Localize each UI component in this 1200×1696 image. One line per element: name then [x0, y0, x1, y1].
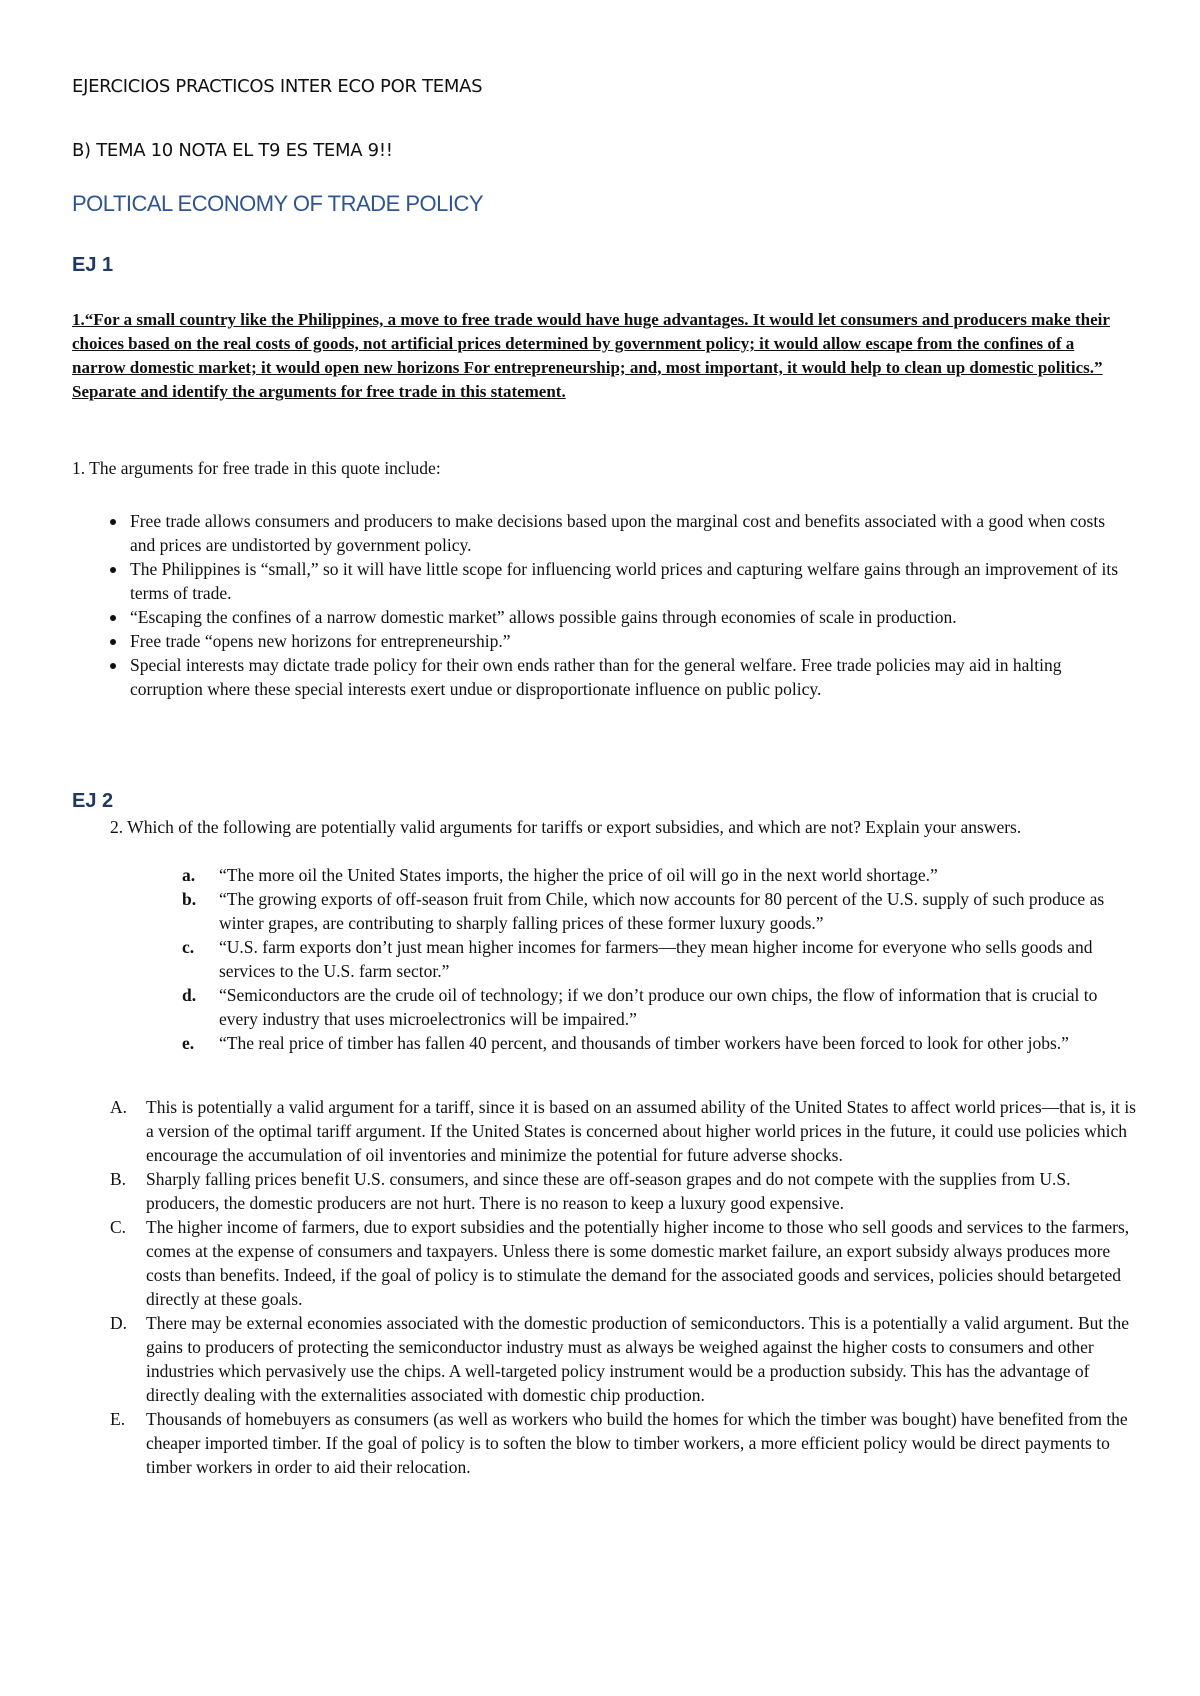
list-item	[110, 1407, 1138, 1479]
ej1-heading: EJ 1	[72, 254, 114, 276]
doc-heading-line2: B) TEMA 10 NOTA EL T9 ES TEMA 9!!	[72, 140, 393, 161]
item-letter: e.	[182, 1033, 195, 1053]
answer-text: There may be external economies associated with the domestic production of semiconductors. This is a potentially a valid argument. But the gains to producers of protecting the semiconductor industry must as always be weighed against the higher costs to consumers and other industries which pervasively use the chips. A well-targeted policy instrument would be a production subsidy. This has the advantage of directly dealing with the externalities associated with domestic chip production.	[146, 1313, 1129, 1405]
item-text: “U.S. farm exports don’t just mean higher incomes for farmers—they mean higher income for everyone who sells goods and services to the U.S. farm sector.”	[219, 937, 1093, 981]
list-item	[182, 935, 1140, 983]
list-item: “Escaping the confines of a narrow domestic market” allows possible gains through economies of scale in production.	[110, 605, 1130, 629]
item-letter: c.	[182, 937, 195, 957]
answer-text: This is potentially a valid argument for a tariff, since it is based on an assumed ability of the United States to affect world prices—that is, it is a version of the optimal tariff argument. If the United States is concerned about higher world prices in the future, it could use policies which encourage the accumulation of oil inventories and minimize the potential for future adverse shocks.	[146, 1097, 1136, 1165]
list-item	[182, 887, 1140, 935]
list-item	[110, 1215, 1138, 1311]
ej2-heading: EJ 2	[72, 790, 114, 812]
answer-letter: A.	[110, 1097, 128, 1117]
list-item: Special interests may dictate trade policy for their own ends rather than for the general welfare. Free trade policies may aid in halting corruption where these special interests exert undue or disproportionate influence on public policy.	[110, 653, 1130, 701]
bullet-icon	[110, 519, 116, 525]
list-item	[182, 863, 1140, 887]
bullet-icon	[110, 639, 116, 645]
list-item: The Philippines is “small,” so it will have little scope for influencing world prices and capturing welfare gains through an improvement of its terms of trade.	[110, 557, 1130, 605]
item-text: “The more oil the United States imports, the higher the price of oil will go in the next world shortage.”	[219, 865, 938, 885]
answer-text: Sharply falling prices benefit U.S. consumers, and since these are off-season grapes and do not compete with the supplies from U.S. producers, the domestic producers are not hurt. There is no reason to keep a luxury good expensive.	[146, 1169, 1071, 1213]
item-letter: d.	[182, 985, 197, 1005]
answer-letter: B.	[110, 1169, 127, 1189]
bullet-icon	[110, 663, 116, 669]
ej1-question: 1.“For a small country like the Philippines, a move to free trade would have huge advantages. It would let consumers and producers make their choices based on the real costs of goods, not artificial prices determined by government policy; it would allow escape from the confines of a narrow domestic market; it would open new horizons For entrepreneurship; and, most important, it would help to clean up domestic politics.” Separate and identify the arguments for free trade in this statement.	[72, 310, 1110, 401]
ej1-bullet-list	[110, 509, 1130, 701]
answer-letter: C.	[110, 1217, 127, 1237]
doc-heading-line1: EJERCICIOS PRACTICOS INTER ECO POR TEMAS	[72, 76, 483, 97]
item-text: “The growing exports of off-season fruit from Chile, which now accounts for 80 percent of the U.S. supply of such produce as winter grapes, are contributing to sharply falling prices of these former luxury goods.”	[219, 889, 1105, 933]
list-item	[110, 1311, 1138, 1407]
ej2-statement-list	[182, 863, 1140, 1055]
answer-letter: D.	[110, 1313, 128, 1333]
list-item	[110, 1167, 1138, 1215]
item-letter: b.	[182, 889, 197, 909]
bullet-icon	[110, 615, 116, 621]
item-text: “Semiconductors are the crude oil of technology; if we don’t produce our own chips, the flow of information that is crucial to every industry that uses microelectronics will be impaired.”	[219, 985, 1098, 1029]
list-item	[182, 1031, 1140, 1055]
ej1-intro: 1. The arguments for free trade in this quote include:	[72, 458, 441, 478]
ej2-question: 2. Which of the following are potentially valid arguments for tariffs or export subsidies, and which are not? Explain your answers.	[110, 817, 1022, 837]
answer-letter: E.	[110, 1409, 126, 1429]
list-item: Free trade “opens new horizons for entrepreneurship.”	[110, 629, 1130, 653]
list-item	[182, 983, 1140, 1031]
section-title: POLTICAL ECONOMY OF TRADE POLICY	[72, 191, 484, 216]
bullet-icon	[110, 567, 116, 573]
answer-text: The higher income of farmers, due to export subsidies and the potentially higher income to those who sell goods and services to the farmers, comes at the expense of consumers and taxpayers. Unless there is some domestic market failure, an export subsidy always produces more costs than benefits. Indeed, if the goal of policy is to stimulate the demand for the associated goods and services, policies should betargeted directly at these goals.	[146, 1217, 1130, 1309]
list-item: Free trade allows consumers and producers to make decisions based upon the marginal cost and benefits associated with a good when costs and prices are undistorted by government policy.	[110, 509, 1130, 557]
answer-text: Thousands of homebuyers as consumers (as well as workers who build the homes for which the timber was bought) have benefited from the cheaper imported timber. If the goal of policy is to soften the blow to timber workers, a more efficient policy would be direct payments to timber workers in order to aid their relocation.	[146, 1409, 1128, 1477]
list-item	[110, 1095, 1138, 1167]
item-text: “The real price of timber has fallen 40 percent, and thousands of timber workers have been forced to look for other jobs.”	[219, 1033, 1069, 1053]
item-letter: a.	[182, 865, 196, 885]
ej2-answer-list	[110, 1095, 1138, 1479]
